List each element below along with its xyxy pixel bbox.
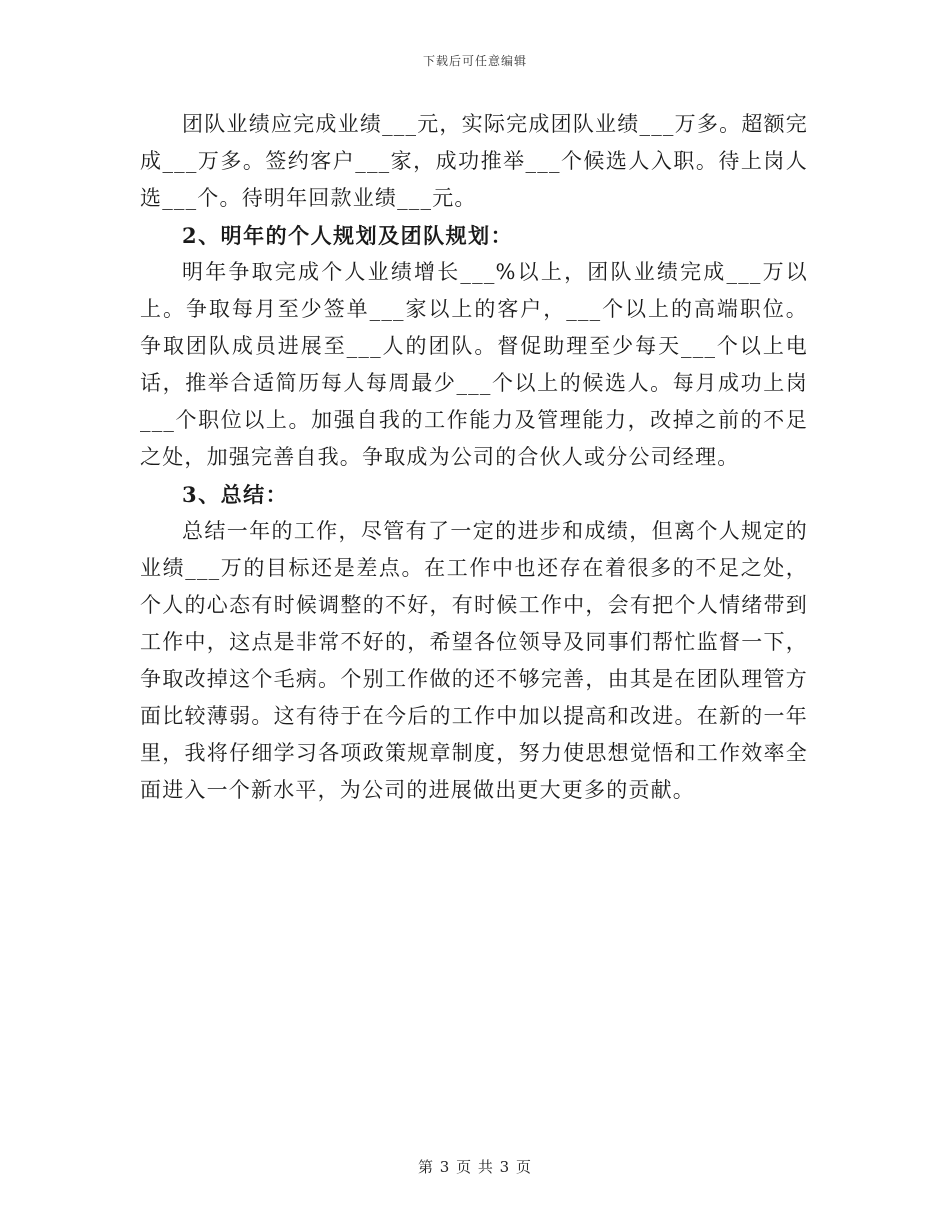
section-heading-plan: 2、明年的个人规划及团队规划： [182,223,514,248]
page-number: 第 3 页 共 3 页 [418,1158,532,1176]
paragraph-summary: 总结一年的工作，尽管有了一定的进步和成绩，但离个人规定的业绩___万的目标还是差点。在工作中也还存在着很多的不足之处，个人的心态有时候调整的不好，有时候工作中，会有把个人情绪带到工作中，这点是非常不好的，希望各位领导及同事们帮忙监督一下，争取改掉这个毛病。个别工作做的还不够完善，由其是在团队理管方面比较薄弱。这有待于在今后的工作中加以提高和改进。在新的一年里，我将仔细学习各项政策规章制度，努力使思想觉悟和工作效率全面进入一个新水平，为公司的进展做出更大更多的贡献。 [140,519,808,802]
document-body [140,106,808,809]
paragraph-team-results: 团队业绩应完成业绩___元，实际完成团队业绩___万多。超额完成___万多。签约客户___家，成功推举___个候选人入职。待上岗人选___个。待明年回款业绩___元。 [140,112,808,210]
page-header: 下载后可任意编辑 [422,54,527,68]
paragraph-plan: 明年争取完成个人业绩增长___%以上，团队业绩完成___万以上。争取每月至少签单___家以上的客户，___个以上的高端职位。争取团队成员进展至___人的团队。督促助理至少每天___个以上电话，推举合适简历每人每周最少___个以上的候选人。每月成功上岗___个职位以上。加强自我的工作能力及管理能力，改掉之前的不足之处，加强完善自我。争取成为公司的合伙人或分公司经理。 [140,260,808,469]
section-heading-summary: 3、总结： [182,482,289,507]
